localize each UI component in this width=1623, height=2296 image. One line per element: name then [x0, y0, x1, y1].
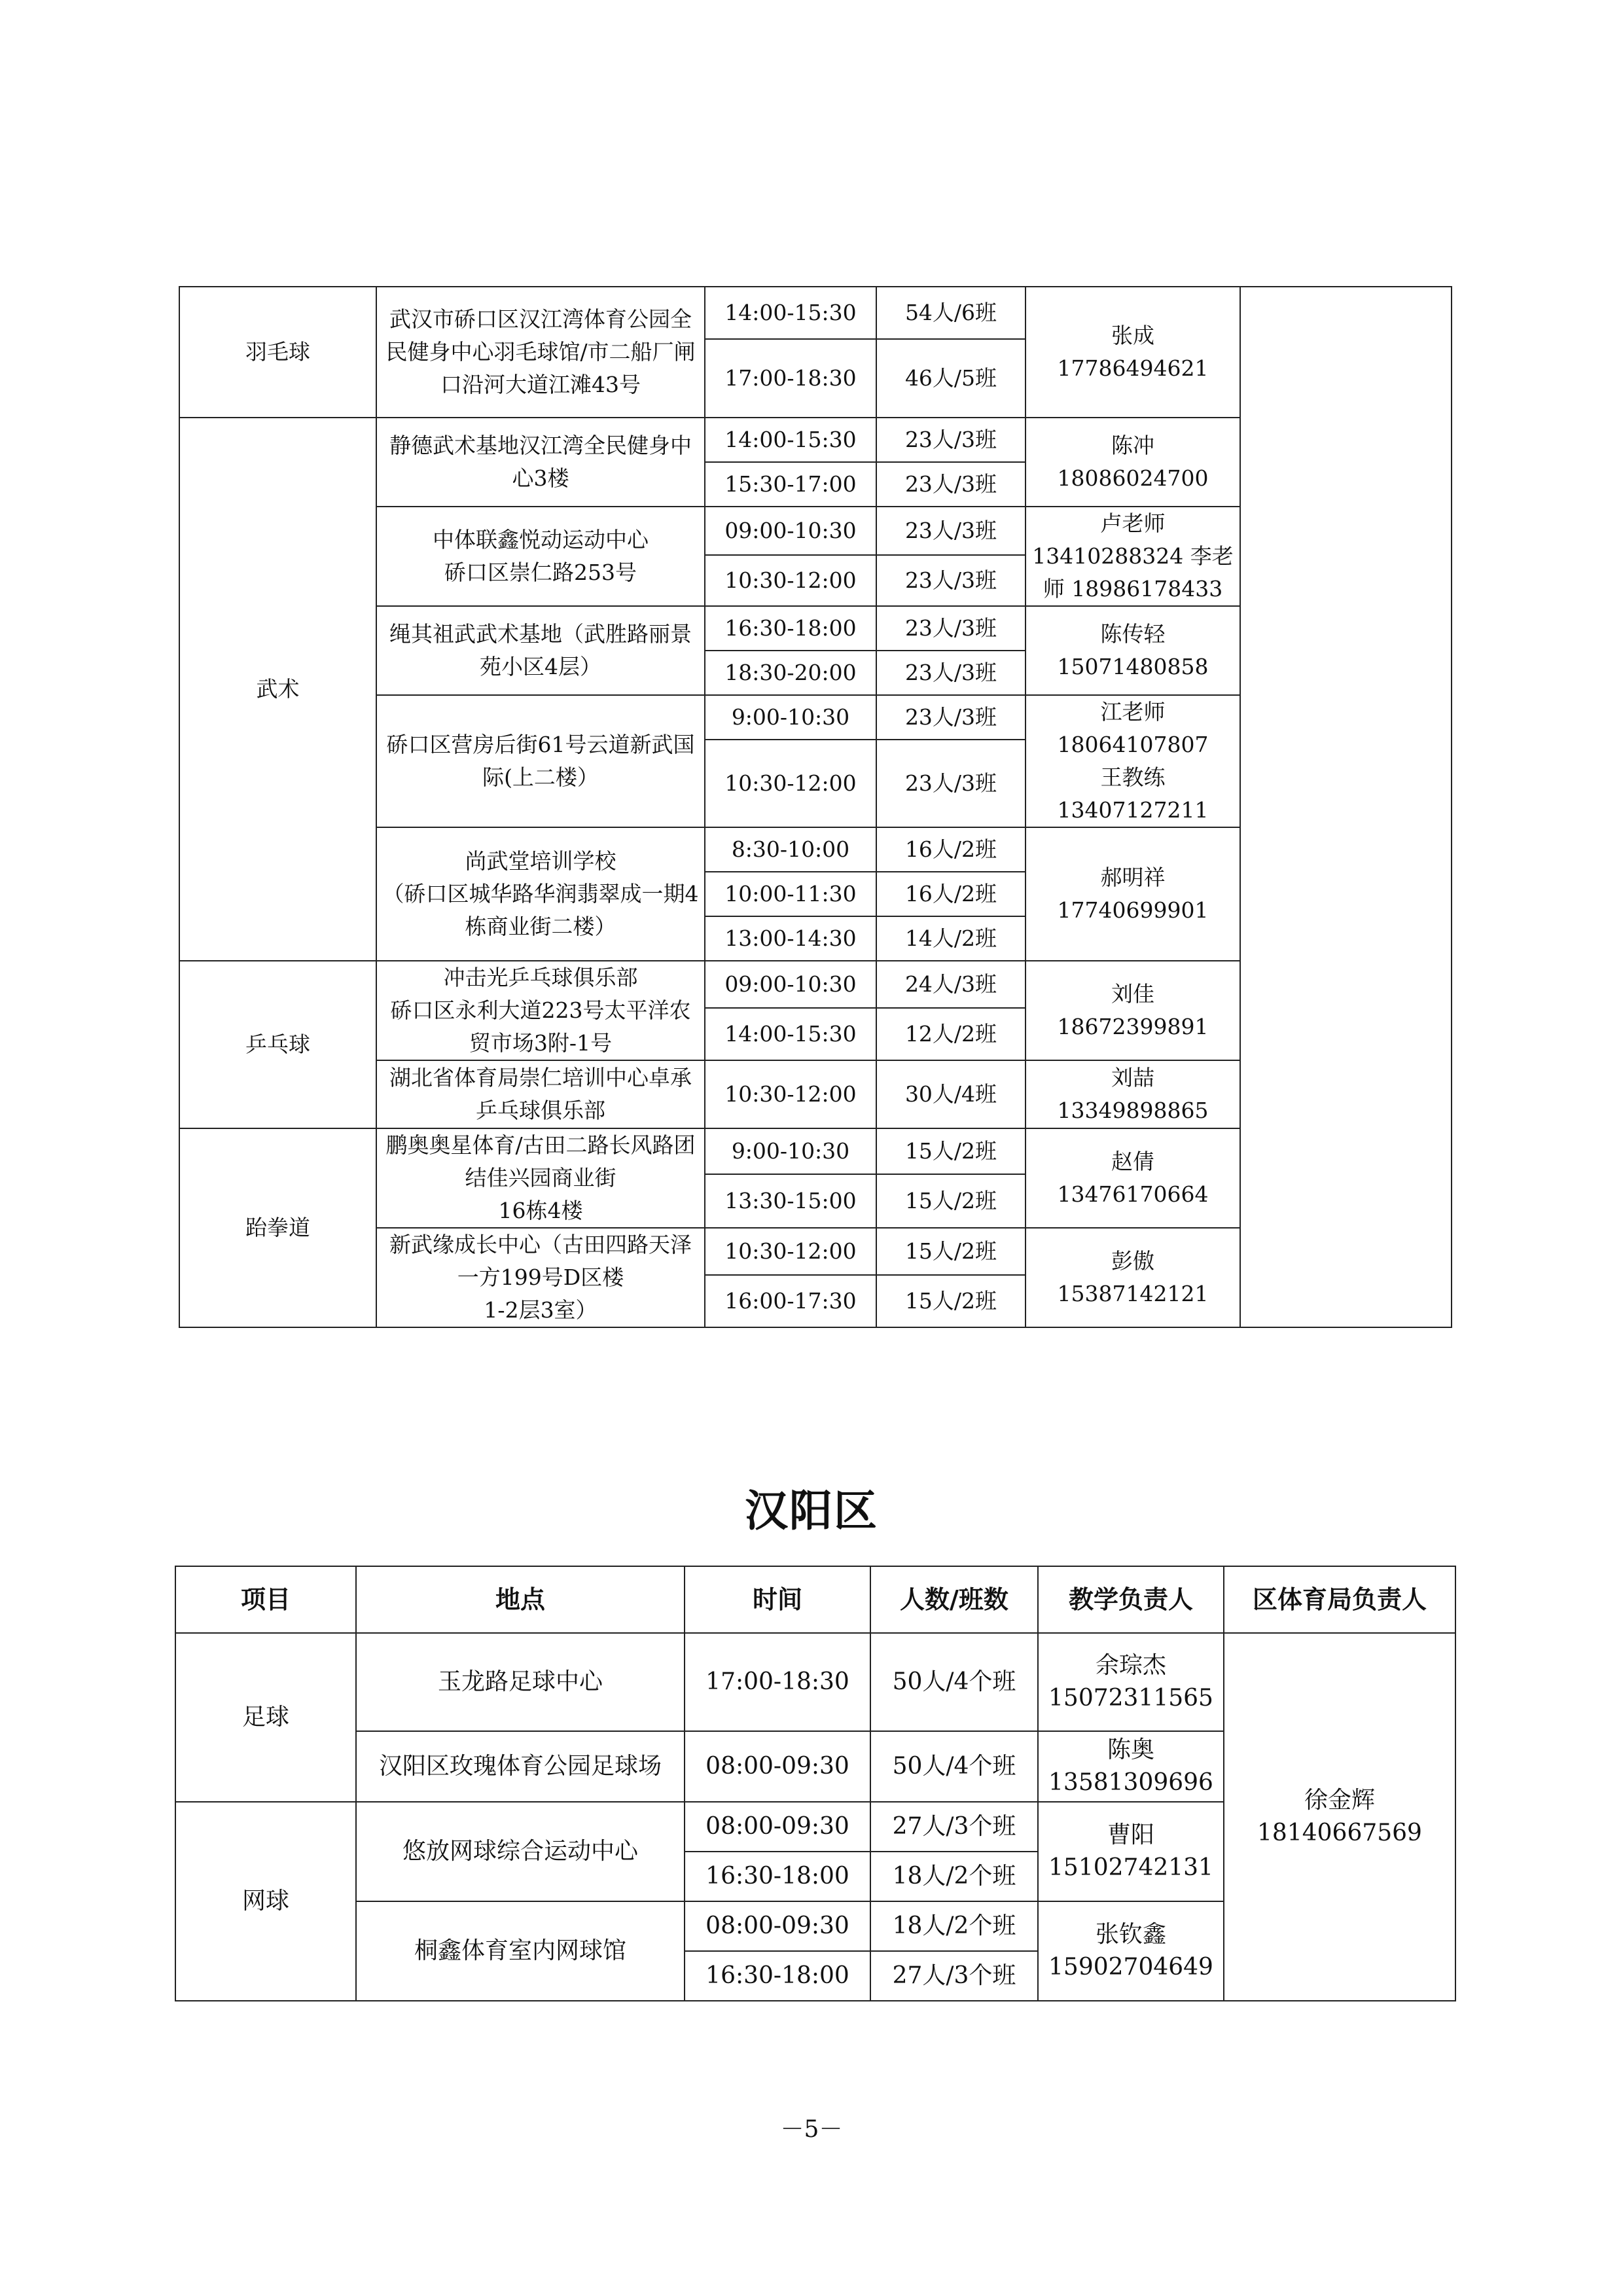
time-cell: 14:00-15:30 — [705, 1008, 876, 1060]
venue-cell: 玉龙路足球中心 — [356, 1633, 685, 1731]
contact-cell: 陈奥 13581309696 — [1038, 1731, 1224, 1802]
venue-cell: 冲击光乒乓球俱乐部 硚口区永利大道223号太平洋农贸市场3附-1号 — [376, 961, 705, 1060]
contact-cell: 江老师 18064107807 王教练 13407127211 — [1026, 695, 1240, 827]
header-teaching-contact: 教学负责人 — [1038, 1566, 1224, 1633]
venue-cell: 鹏奥奥星体育/古田二路长风路团结佳兴园商业街 16栋4楼 — [376, 1128, 705, 1228]
count-cell: 23人/3班 — [876, 740, 1026, 827]
count-cell: 16人/2班 — [876, 827, 1026, 872]
time-cell: 10:30-12:00 — [705, 740, 876, 827]
count-cell: 30人/4班 — [876, 1060, 1026, 1128]
sport-cell: 网球 — [175, 1802, 356, 2001]
time-cell: 9:00-10:30 — [705, 1128, 876, 1174]
time-cell: 13:00-14:30 — [705, 916, 876, 961]
time-cell: 15:30-17:00 — [705, 462, 876, 507]
time-cell: 09:00-10:30 — [705, 961, 876, 1008]
contact-cell: 彭傲 15387142121 — [1026, 1228, 1240, 1327]
district-contact-cell: 徐金辉 18140667569 — [1224, 1633, 1455, 2001]
count-cell: 23人/3班 — [876, 462, 1026, 507]
time-cell: 08:00-09:30 — [685, 1802, 870, 1852]
time-cell: 16:30-18:00 — [685, 1951, 870, 2001]
sport-cell: 武术 — [179, 418, 376, 961]
venue-cell: 硚口区营房后街61号云道新武国际(上二楼） — [376, 695, 705, 827]
count-cell: 15人/2班 — [876, 1128, 1026, 1174]
time-cell: 10:30-12:00 — [705, 1060, 876, 1128]
time-cell: 8:30-10:00 — [705, 827, 876, 872]
time-cell: 16:30-18:00 — [685, 1852, 870, 1901]
venue-cell: 新武缘成长中心（古田四路天泽一方199号D区楼 1-2层3室） — [376, 1228, 705, 1327]
count-cell: 50人/4个班 — [870, 1731, 1038, 1802]
count-cell: 23人/3班 — [876, 418, 1026, 462]
venue-cell: 桐鑫体育室内网球馆 — [356, 1901, 685, 2001]
venue-cell: 尚武堂培训学校 （硚口区城华路华润翡翠成一期4栋商业街二楼） — [376, 827, 705, 961]
time-cell: 09:00-10:30 — [705, 507, 876, 555]
schedule-table-hanyang — [175, 1566, 1456, 2001]
contact-cell: 陈传轻 15071480858 — [1026, 606, 1240, 695]
header-venue: 地点 — [356, 1566, 685, 1633]
count-cell: 16人/2班 — [876, 872, 1026, 916]
count-cell: 15人/2班 — [876, 1174, 1026, 1228]
count-cell: 54人/6班 — [876, 287, 1026, 339]
header-district-contact: 区体育局负责人 — [1224, 1566, 1455, 1633]
count-cell: 50人/4个班 — [870, 1633, 1038, 1731]
count-cell: 27人/3个班 — [870, 1951, 1038, 2001]
contact-cell: 刘喆 13349898865 — [1026, 1060, 1240, 1128]
contact-cell: 张钦鑫 15902704649 — [1038, 1901, 1224, 2001]
time-cell: 10:00-11:30 — [705, 872, 876, 916]
count-cell: 18人/2个班 — [870, 1901, 1038, 1951]
time-cell: 16:30-18:00 — [705, 606, 876, 651]
time-cell: 9:00-10:30 — [705, 695, 876, 740]
time-cell: 14:00-15:30 — [705, 287, 876, 339]
count-cell: 12人/2班 — [876, 1008, 1026, 1060]
header-sport: 项目 — [175, 1566, 356, 1633]
count-cell: 23人/3班 — [876, 606, 1026, 651]
count-cell: 15人/2班 — [876, 1228, 1026, 1275]
sport-cell: 羽毛球 — [179, 287, 376, 418]
venue-cell: 中体联鑫悦动运动中心 硚口区崇仁路253号 — [376, 507, 705, 606]
count-cell: 14人/2班 — [876, 916, 1026, 961]
contact-cell: 赵倩 13476170664 — [1026, 1128, 1240, 1228]
count-cell: 15人/2班 — [876, 1275, 1026, 1327]
page-number: －5－ — [780, 2116, 843, 2143]
district-title: 汉阳区 — [745, 1485, 878, 1536]
count-cell: 23人/3班 — [876, 695, 1026, 740]
sport-cell: 跆拳道 — [179, 1128, 376, 1327]
count-cell: 18人/2个班 — [870, 1852, 1038, 1901]
count-cell: 23人/3班 — [876, 555, 1026, 606]
count-cell: 24人/3班 — [876, 961, 1026, 1008]
sport-cell: 足球 — [175, 1633, 356, 1802]
schedule-table-qiaokou — [179, 286, 1452, 1328]
time-cell: 10:30-12:00 — [705, 1228, 876, 1275]
count-cell: 23人/3班 — [876, 651, 1026, 695]
contact-cell: 余琮杰 15072311565 — [1038, 1633, 1224, 1731]
contact-cell: 刘佳 18672399891 — [1026, 961, 1240, 1060]
contact-cell: 卢老师 13410288324 李老师 18986178433 — [1026, 507, 1240, 606]
time-cell: 08:00-09:30 — [685, 1901, 870, 1951]
venue-cell: 汉阳区玫瑰体育公园足球场 — [356, 1731, 685, 1802]
time-cell: 13:30-15:00 — [705, 1174, 876, 1228]
venue-cell: 悠放网球综合运动中心 — [356, 1802, 685, 1901]
contact-cell: 曹阳 15102742131 — [1038, 1802, 1224, 1901]
contact-cell: 张成 17786494621 — [1026, 287, 1240, 418]
venue-cell: 绳其祖武武术基地（武胜路丽景苑小区4层） — [376, 606, 705, 695]
district-contact-cell — [1240, 287, 1452, 1327]
count-cell: 27人/3个班 — [870, 1802, 1038, 1852]
time-cell: 17:00-18:30 — [685, 1633, 870, 1731]
time-cell: 08:00-09:30 — [685, 1731, 870, 1802]
venue-cell: 武汉市硚口区汉江湾体育公园全民健身中心羽毛球馆/市二船厂闸口沿河大道江滩43号 — [376, 287, 705, 418]
header-time: 时间 — [685, 1566, 870, 1633]
header-count: 人数/班数 — [870, 1566, 1038, 1633]
contact-cell: 陈冲 18086024700 — [1026, 418, 1240, 507]
count-cell: 46人/5班 — [876, 339, 1026, 418]
time-cell: 16:00-17:30 — [705, 1275, 876, 1327]
venue-cell: 湖北省体育局崇仁培训中心卓承乒乓球俱乐部 — [376, 1060, 705, 1128]
count-cell: 23人/3班 — [876, 507, 1026, 555]
time-cell: 18:30-20:00 — [705, 651, 876, 695]
sport-cell: 乒乓球 — [179, 961, 376, 1128]
venue-cell: 静德武术基地汉江湾全民健身中心3楼 — [376, 418, 705, 507]
time-cell: 10:30-12:00 — [705, 555, 876, 606]
time-cell: 17:00-18:30 — [705, 339, 876, 418]
contact-cell: 郝明祥 17740699901 — [1026, 827, 1240, 961]
time-cell: 14:00-15:30 — [705, 418, 876, 462]
